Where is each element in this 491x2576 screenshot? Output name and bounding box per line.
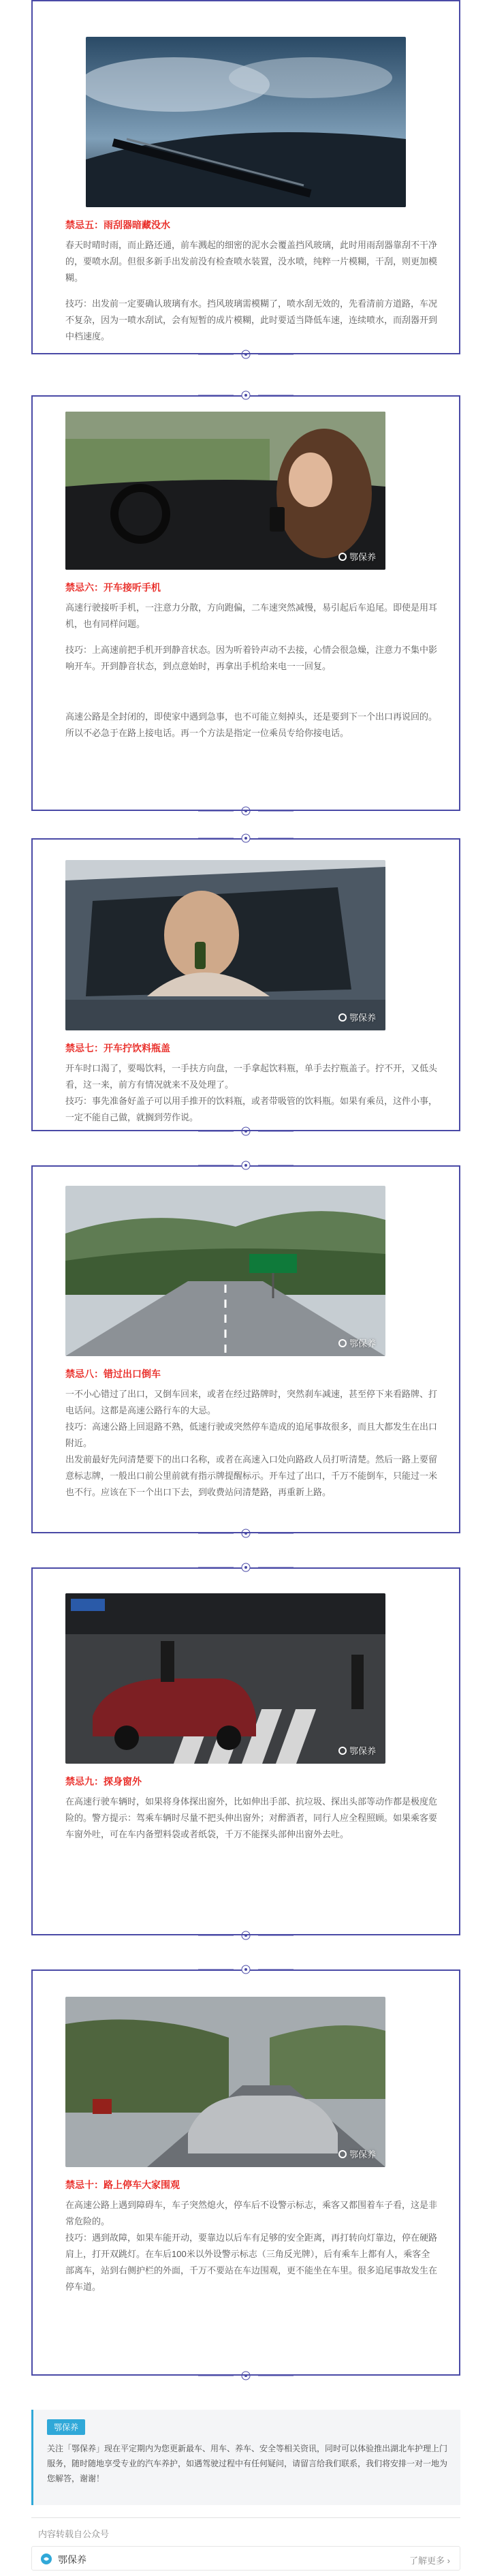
watermark xyxy=(338,1744,376,1757)
watermark xyxy=(338,550,376,563)
paragraph: 开车时口渴了，要喝饮料，一手扶方向盘，一手拿起饮料瓶，单手去拧瓶盖子。拧不开，又低头看，这一来，前方有情况就来不及处理了。 xyxy=(65,1063,438,1090)
card-ornament xyxy=(198,1931,294,1940)
wechat-icon xyxy=(338,1747,347,1755)
account-logo-icon xyxy=(40,2553,52,2565)
photo-driver-phone xyxy=(65,412,385,570)
card-ornament xyxy=(198,1529,294,1538)
tip-title: 禁忌六：开车接听手机 xyxy=(65,582,161,593)
watermark xyxy=(338,1336,376,1349)
paragraph: 技巧：高速公路上回退路不熟，低速行驶或突然停车造成的追尾事故很多，而且大都发生在出口附近。 xyxy=(65,1422,438,1448)
paragraph: 技巧：上高速前把手机开到静音状态。因为听着铃声动不去接，心情会很急燥，注意力不集中影响开车。开到静音状态，到点意始时，再拿出手机给来电一一回复。 xyxy=(65,645,438,671)
watermark xyxy=(338,1011,376,1024)
photo-roadside-stop xyxy=(65,1997,385,2167)
card-ornament xyxy=(198,1965,294,1974)
tip-title: 禁忌九：探身窗外 xyxy=(65,1776,142,1787)
wechat-icon xyxy=(338,1339,347,1347)
card-ornament xyxy=(198,1563,294,1572)
watermark-text: 鄂保养 xyxy=(349,1338,376,1349)
wechat-icon xyxy=(338,553,347,561)
paragraph: 一不小心错过了出口，又倒车回来，或者在经过路牌时，突然刹车减速，甚至停下来看路牌、打电话问。这都是高速公路行车的大忌。 xyxy=(65,1389,438,1415)
paragraph: 春天时晴时雨，而止路还通，前车溅起的细密的泥水会覆盖挡风玻璃，此时用雨刮器靠刮不干净的，要喷水刮。但很多新手出发前没有检查喷水装置，没水喷，纯粹一片模糊，干刮，则更加模糊。 xyxy=(65,240,438,283)
learn-more-link[interactable]: 了解更多 › xyxy=(409,2556,450,2566)
card-ornament xyxy=(198,1161,294,1170)
card-ornament xyxy=(198,2371,294,2380)
wechat-icon xyxy=(338,1013,347,1022)
tip-title: 禁忌八：错过出口倒车 xyxy=(65,1368,161,1379)
card-ornament xyxy=(198,1126,294,1136)
photo-driver-drinking xyxy=(65,860,385,1030)
paragraph: 出发前最好先问清楚要下的出口名称，或者在高速入口处向路政人员打听清楚。然后一路上要留意标志牌，一般出口前公里前就有指示牌提醒标示。开车过了出口，千万不能倒车，只能过一米也不行。应该在下一个出口下去，到收费站问清楚路，再重新上路。 xyxy=(65,1454,438,1497)
paragraph: 在高速公路上遇到障碍车，车子突然熄火，停车后不设警示标志，乘客又都围着车子看，这是非常危险的。 xyxy=(65,2200,438,2226)
paragraph: 高速公路是全封闭的，即使家中遇到急事，也不可能立刻掉头，还是要到下一个出口再说回的。所以不必急于在路上接电话。再一个方法是指定一位乘员专给你接电话。 xyxy=(65,711,438,738)
account-card[interactable] xyxy=(31,2546,460,2571)
card-ornament xyxy=(198,350,294,359)
paragraph: 高速行驶接听手机，一注意力分散，方向跑偏，二车速突然减慢，易引起后车追尾。即使是用耳机，也有同样问题。 xyxy=(65,602,438,629)
source-label: 内容转载自公众号 xyxy=(38,2529,110,2539)
tip-title: 禁忌七：开车拧饮料瓶盖 xyxy=(65,1043,170,1054)
tip-title: 禁忌五：雨刮器暗藏没水 xyxy=(65,219,170,230)
paragraph: 技巧：出发前一定要确认玻璃有水。挡风玻璃需模糊了，喷水刮无效的，先看清前方道路，车况不复杂，因为一喷水刮试，会有短暂的成片模糊，此时要适当降低车速，连续喷水，而刮器开到中档速度。 xyxy=(65,298,438,341)
watermark-text: 鄂保养 xyxy=(349,1013,376,1023)
notice-text: 关注「鄂保养」现在平定期内为您更新最车、用车、养车、安全等相关资讯，同时可以体验推出湖北车护理上门服务，随时随地享受专业的汽车养护，如遇驾驶过程中有任何疑问，请留言给我们联系，我们将安排一对一地为您解答，谢谢！ xyxy=(47,2444,448,2483)
watermark-text: 鄂保养 xyxy=(349,1746,376,1756)
card-ornament xyxy=(198,806,294,816)
divider xyxy=(31,2517,460,2518)
account-name: 鄂保养 xyxy=(58,2554,86,2565)
watermark-text: 鄂保养 xyxy=(349,2149,376,2160)
photo-road-camera xyxy=(65,1593,385,1764)
card-ornament xyxy=(198,833,294,843)
paragraph: 技巧：事先准备好盖子可以用手推开的饮料瓶，或者带吸管的饮料瓶。如果有乘员，这件小事，一定不能自己做，就搁到劳作说。 xyxy=(65,1096,438,1122)
watermark xyxy=(338,2147,376,2160)
wechat-icon xyxy=(338,2150,347,2158)
photo-windshield-wiper xyxy=(86,37,406,207)
card-ornament xyxy=(198,390,294,400)
tip-title: 禁忌十：路上停车大家围观 xyxy=(65,2179,180,2190)
notice-tag: 鄂保养 xyxy=(47,2419,85,2435)
paragraph: 在高速行驶车辆时，如果将身体探出窗外，比如伸出手部、抗垃圾、探出头部等动作都是极度危险的。警方提示：驾乘车辆时尽量不把头伸出窗外；对醉酒者，同行人应全程照顾。如果乘客要车窗外吐，可在车内备塑料袋或者纸袋，千万不能探头部伸出窗外去吐。 xyxy=(65,1796,438,1839)
paragraph: 技巧：遇到故障，如果车能开动，要靠边以后车有足够的安全距离，再打转向灯靠边，停在硬路肩上，打开双跳灯。在车后100米以外设警示标志（三角反光牌），后有乘车上都有人，乘客全部离车，站到右侧护栏的外面，千万不要站在车边围观，更不能坐在车里。很多追尾事故发生在停车道。 xyxy=(65,2233,438,2292)
photo-highway-exit xyxy=(65,1186,385,1356)
follow-notice xyxy=(31,2410,460,2505)
watermark-text: 鄂保养 xyxy=(349,552,376,562)
